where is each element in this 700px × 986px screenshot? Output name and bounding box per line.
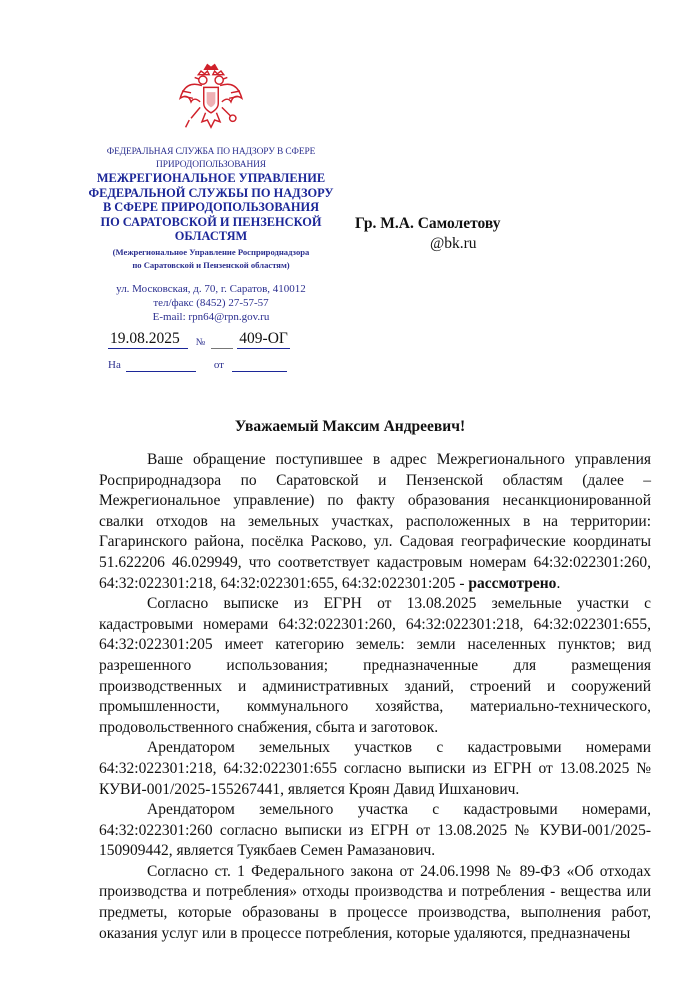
- result-status: рассмотрено: [468, 574, 557, 592]
- from-blank-line: [232, 359, 287, 372]
- paragraph-1-text: Ваше обращение поступившее в адрес Межрегионального управления Росприроднадзора по Саратовской и Пензенской областям (далее – Межрегиональное управление) по факту образования несанкционированной свалки отходов на земельных участках, расположенных в на территории: Гагаринского района, посёлка Расково, ул. Садовая географические координаты 51.622206 46.029949, что соответствует кадастровым номерам 64:32:022301:260, 64:32:022301:218, 64:32:022301:655, 64:32:022301:205 -: [99, 451, 651, 592]
- office-line-3: В СФЕРЕ ПРИРОДОПОЛЬЗОВАНИЯ: [102, 200, 320, 215]
- letter-body: [99, 450, 651, 944]
- registration-block: [86, 330, 336, 370]
- addressee-email: @bk.ru: [430, 235, 477, 252]
- short-name-line-2: по Саратовской и Пензенской областям): [132, 259, 290, 270]
- service-line-2: ПРИРОДОПОЛЬЗОВАНИЯ: [156, 159, 266, 170]
- paragraph-3: Арендатором земельных участков с кадастровыми номерами 64:32:022301:218, 64:32:022301:655 согласно выписки из ЕГРН от 13.08.2025 № КУВИ-001/2025-155267441, является Кроян Давид Ишханович.: [99, 739, 651, 798]
- registration-row: [108, 330, 336, 352]
- service-line-1: ФЕДЕРАЛЬНАЯ СЛУЖБА ПО НАДЗОРУ В СФЕРЕ: [106, 147, 316, 157]
- short-name-line-1: (Межрегиональное Управление Росприроднадзора: [112, 246, 310, 257]
- letterhead-column: [86, 62, 336, 370]
- office-contacts: [86, 282, 336, 324]
- paragraph-5: Согласно ст. 1 Федерального закона от 24.06.1998 № 89-ФЗ «Об отходах производства и потребления» отходы производства и потребления - вещества или предметы, которые образованы в процессе производства, выполнения работ, оказания услуг или в процессе потребления, которые удаляются, предназначены: [99, 862, 651, 942]
- in-reply-blank-line: [126, 359, 196, 372]
- office-line-2: ФЕДЕРАЛЬНОЙ СЛУЖБЫ ПО НАДЗОРУ: [88, 185, 334, 200]
- regional-office-name: [86, 171, 336, 244]
- letterhead: [86, 62, 336, 324]
- office-email: E-mail: rpn64@rpn.gov.ru: [152, 310, 270, 323]
- coat-of-arms-icon: [173, 62, 249, 140]
- paragraph-2: Согласно выписке из ЕГРН от 13.08.2025 земельные участки с кадастровыми номерами 64:32:022301:260, 64:32:022301:218, 64:32:022301:655, 64:32:022301:205 имеет категорию земель: земли населенных пунктов; вид разрешенного использования; предназначенные для размещения производственных и административных зданий, строений и сооружений промышленности, коммунального хозяйства, материально-технического, продовольственного снабжения, сбыта и заготовок.: [99, 595, 651, 736]
- registration-date: 19.08.2025: [108, 330, 188, 349]
- office-line-1: МЕЖРЕГИОНАЛЬНОЕ УПРАВЛЕНИЕ: [96, 171, 326, 185]
- in-reply-label: На: [108, 358, 121, 371]
- office-line-4: ПО САРАТОВСКОЙ И ПЕНЗЕНСКОЙ: [100, 214, 322, 229]
- number-label: №: [195, 336, 206, 348]
- in-reply-row: [108, 354, 336, 370]
- paragraph-1-tail: .: [556, 574, 561, 592]
- from-label: от: [213, 358, 224, 371]
- office-address: ул. Московская, д. 70, г. Саратов, 410012: [116, 282, 306, 295]
- office-phone: тел/факс (8452) 27-57-57: [153, 296, 269, 309]
- number-blank-line: [211, 336, 233, 349]
- salutation: Уважаемый Максим Андреевич!: [234, 418, 466, 435]
- addressee-name: Гр. М.А. Самолетову: [355, 215, 501, 232]
- office-short-name: [86, 246, 336, 272]
- federal-service-name: [86, 146, 336, 171]
- registration-number: 409-ОГ: [239, 329, 288, 347]
- paragraph-1: [99, 450, 651, 594]
- addressee-block: [355, 215, 501, 253]
- office-line-5: ОБЛАСТЯМ: [174, 229, 248, 244]
- paragraph-4: Арендатором земельного участка с кадастровыми номерами, 64:32:022301:260 согласно выписки из ЕГРН от 13.08.2025 № КУВИ-001/2025-150909442, является Туякбаев Семен Рамазанович.: [99, 801, 651, 860]
